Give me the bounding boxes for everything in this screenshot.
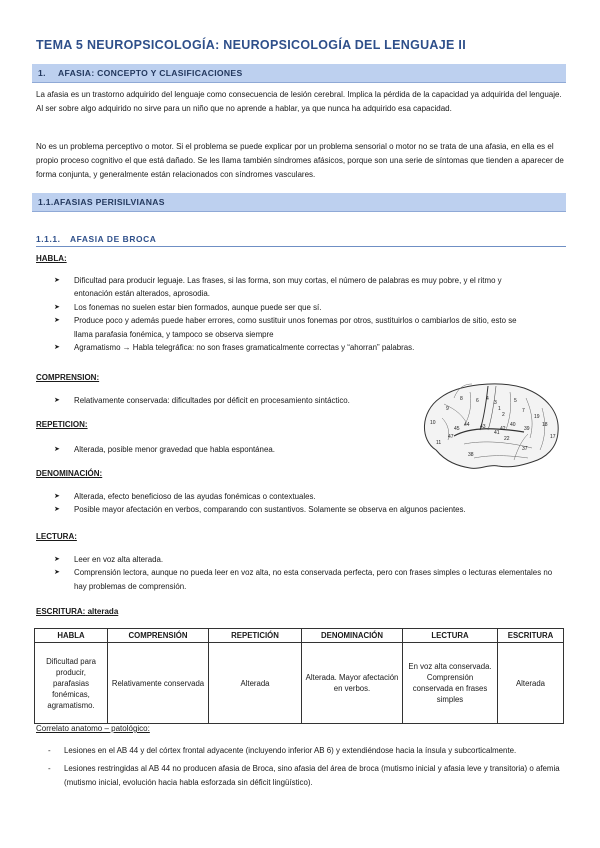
arrow-bullet-icon: ➤ xyxy=(54,317,60,325)
table-cell: Alterada xyxy=(498,643,564,724)
lectura-heading: LECTURA: xyxy=(36,532,77,541)
dash-bullet-icon: - xyxy=(48,746,51,755)
list-item: ➤ Leer en voz alta alterada. xyxy=(36,553,556,566)
svg-text:19: 19 xyxy=(534,414,540,420)
table-header-cell: COMPRENSIÓN xyxy=(108,629,209,643)
intro-paragraph-1: La afasia es un trastorno adquirido del lenguaje como consecuencia de lesión cerebral. Implica la pérdida de la capacidad ya adquirida del lenguaje. Al ser sobre algo adquirido no sirve para un niño que no aprende a hablar, ya que nunca ha adquirido esa capacidad. xyxy=(36,90,562,113)
comprension-heading: COMPRENSION: xyxy=(36,373,100,382)
page-title: TEMA 5 NEUROPSICOLOGÍA: NEUROPSICOLOGÍA DEL LENGUAJE II xyxy=(36,38,466,52)
svg-text:38: 38 xyxy=(468,452,474,458)
arrow-bullet-icon: ➤ xyxy=(54,277,60,284)
table-header-cell: REPETICIÓN xyxy=(209,629,302,643)
table-cell: Alterada. Mayor afectación en verbos. xyxy=(302,643,403,724)
section-label: AFASIAS PERISILVIANAS xyxy=(53,197,165,207)
arrow-bullet-icon: ➤ xyxy=(54,446,60,453)
table-row xyxy=(35,643,564,724)
dash-bullet-icon: - xyxy=(48,763,51,773)
arrow-bullet-icon: ➤ xyxy=(54,556,60,563)
svg-text:44: 44 xyxy=(464,422,470,428)
list-item: ➤ Alterada, efecto beneficioso de las ayudas fonémicas o contextuales. xyxy=(36,490,556,503)
svg-text:45: 45 xyxy=(454,426,460,432)
list-item: - Lesiones restringidas al AB 44 no producen afasia de Broca, sino afasia del área de broca (mutismo inicial y afasia leve y transitoria) o afemia (mutismo inicial, evolución hacia habla esforzada sin déficit lingüístico). xyxy=(48,763,560,788)
correlato-heading: Correlato anatomo – patológico: xyxy=(36,724,150,733)
table-header-cell: ESCRITURA xyxy=(498,629,564,643)
svg-text:43: 43 xyxy=(480,424,486,430)
svg-text:5: 5 xyxy=(514,398,517,404)
habla-list xyxy=(36,274,536,354)
svg-text:42: 42 xyxy=(500,426,506,432)
svg-text:4: 4 xyxy=(486,396,489,402)
denominacion-list xyxy=(36,490,556,517)
list-item: ➤ Relativamente conservada: dificultades por déficit en procesamiento sintáctico. xyxy=(36,394,406,407)
table-header-cell: LECTURA xyxy=(403,629,498,643)
section-heading-perisilvianas xyxy=(32,193,566,212)
svg-text:7: 7 xyxy=(522,408,525,414)
svg-text:47: 47 xyxy=(448,434,454,440)
table-cell: Dificultad para producir, parafasias fonémicas, agramatismo. xyxy=(35,643,108,724)
subsection-heading-broca xyxy=(36,234,566,247)
list-item: - Lesiones en el AB 44 y del córtex frontal adyacente (incluyendo inferior AB 6) y extendiéndose hacia la ínsula y subcorticalmente. xyxy=(36,744,564,759)
table-header-cell: HABLA xyxy=(35,629,108,643)
correlato-list xyxy=(36,744,564,794)
table-cell: Relativamente conservada xyxy=(108,643,209,724)
list-item: ➤ Comprensión lectora, aunque no pueda leer en voz alta, no esta conservada perfecta, pero con frases simples o lecturas elementales no hay problemas de comprensión. xyxy=(54,568,553,591)
arrow-bullet-icon: ➤ xyxy=(54,303,60,311)
svg-text:40: 40 xyxy=(510,422,516,428)
section-number: 1. xyxy=(38,68,46,78)
arrow-bullet-icon: ➤ xyxy=(54,506,60,514)
comprension-list xyxy=(36,394,406,407)
svg-text:17: 17 xyxy=(550,434,556,440)
section-heading-afasia xyxy=(32,64,566,83)
section-label: AFASIA: CONCEPTO Y CLASIFICACIONES xyxy=(58,68,243,78)
brain-brodmann-diagram xyxy=(414,378,564,474)
svg-text:18: 18 xyxy=(542,422,548,428)
svg-text:11: 11 xyxy=(436,440,442,446)
section-number: 1.1. xyxy=(38,197,54,207)
arrow-bullet-icon: ➤ xyxy=(54,397,60,404)
subsection-number: 1.1.1. xyxy=(36,234,61,244)
svg-text:41: 41 xyxy=(494,430,500,436)
svg-text:10: 10 xyxy=(430,420,436,426)
list-item: ➤ Alterada, posible menor gravedad que habla espontánea. xyxy=(36,443,406,456)
habla-heading: HABLA: xyxy=(36,254,67,263)
subsection-label: AFASIA DE BROCA xyxy=(70,234,157,244)
intro-paragraph-2: No es un problema perceptivo o motor. Si el problema se puede explicar por un problema sensorial o motor no se trata de una afasia, en ella es el propio proceso cognitivo el que está dañado. Se les llama también síndromes afásicos, porque son una serie de síntomas que tienden a aparecer de forma conjunta, y generalmente están relacionados con síndromes vasculares. xyxy=(36,142,564,179)
list-item: ➤ Posible mayor afectación en verbos, comparando con sustantivos. Solamente se observa en algunos pacientes. xyxy=(36,503,556,516)
lectura-list xyxy=(36,553,556,593)
arrow-bullet-icon: ➤ xyxy=(54,569,60,577)
list-item: ➤ Agramatismo → Habla telegráfica: no son frases gramaticalmente correctas y “ahorran” palabras. xyxy=(36,341,536,354)
summary-table xyxy=(34,628,564,724)
table-cell: Alterada xyxy=(209,643,302,724)
arrow-bullet-icon: ➤ xyxy=(54,344,60,352)
table-header-row xyxy=(35,629,564,643)
svg-text:3: 3 xyxy=(494,400,497,406)
repeticion-heading: REPETICION: xyxy=(36,420,88,429)
svg-text:22: 22 xyxy=(504,436,510,442)
denominacion-heading: DENOMINACIÓN: xyxy=(36,469,103,478)
svg-text:8: 8 xyxy=(460,396,463,402)
svg-text:6: 6 xyxy=(476,398,479,404)
svg-text:39: 39 xyxy=(524,426,530,432)
list-item: ➤ Dificultad para producir leguaje. Las frases, si las forma, son muy cortas, el número de palabras es muy pobre, y el ritmo y entonación están alterados, aprosodia. xyxy=(54,276,502,299)
escritura-value: alterada xyxy=(87,607,119,616)
repeticion-list xyxy=(36,443,406,456)
list-item: ➤ Produce poco y además puede haber errores, como sustituir unos fonemas por otros, sustituirlos o cambiarlos de sitio, esto se llama parafasia fonémica, y tampoco se observa siempre xyxy=(54,316,517,339)
table-header-cell: DENOMINACIÓN xyxy=(302,629,403,643)
svg-text:37: 37 xyxy=(522,446,528,452)
svg-text:9: 9 xyxy=(446,406,449,412)
table-cell: En voz alta conservada. Comprensión conservada en frases simples xyxy=(403,643,498,724)
arrow-bullet-icon: ➤ xyxy=(54,493,60,500)
list-item: ➤ Los fonemas no suelen estar bien formados, aunque puede ser que sí. xyxy=(36,301,536,314)
escritura-heading: ESCRITURA: alterada xyxy=(36,607,119,616)
svg-text:2: 2 xyxy=(502,412,505,418)
svg-text:1: 1 xyxy=(498,406,501,412)
